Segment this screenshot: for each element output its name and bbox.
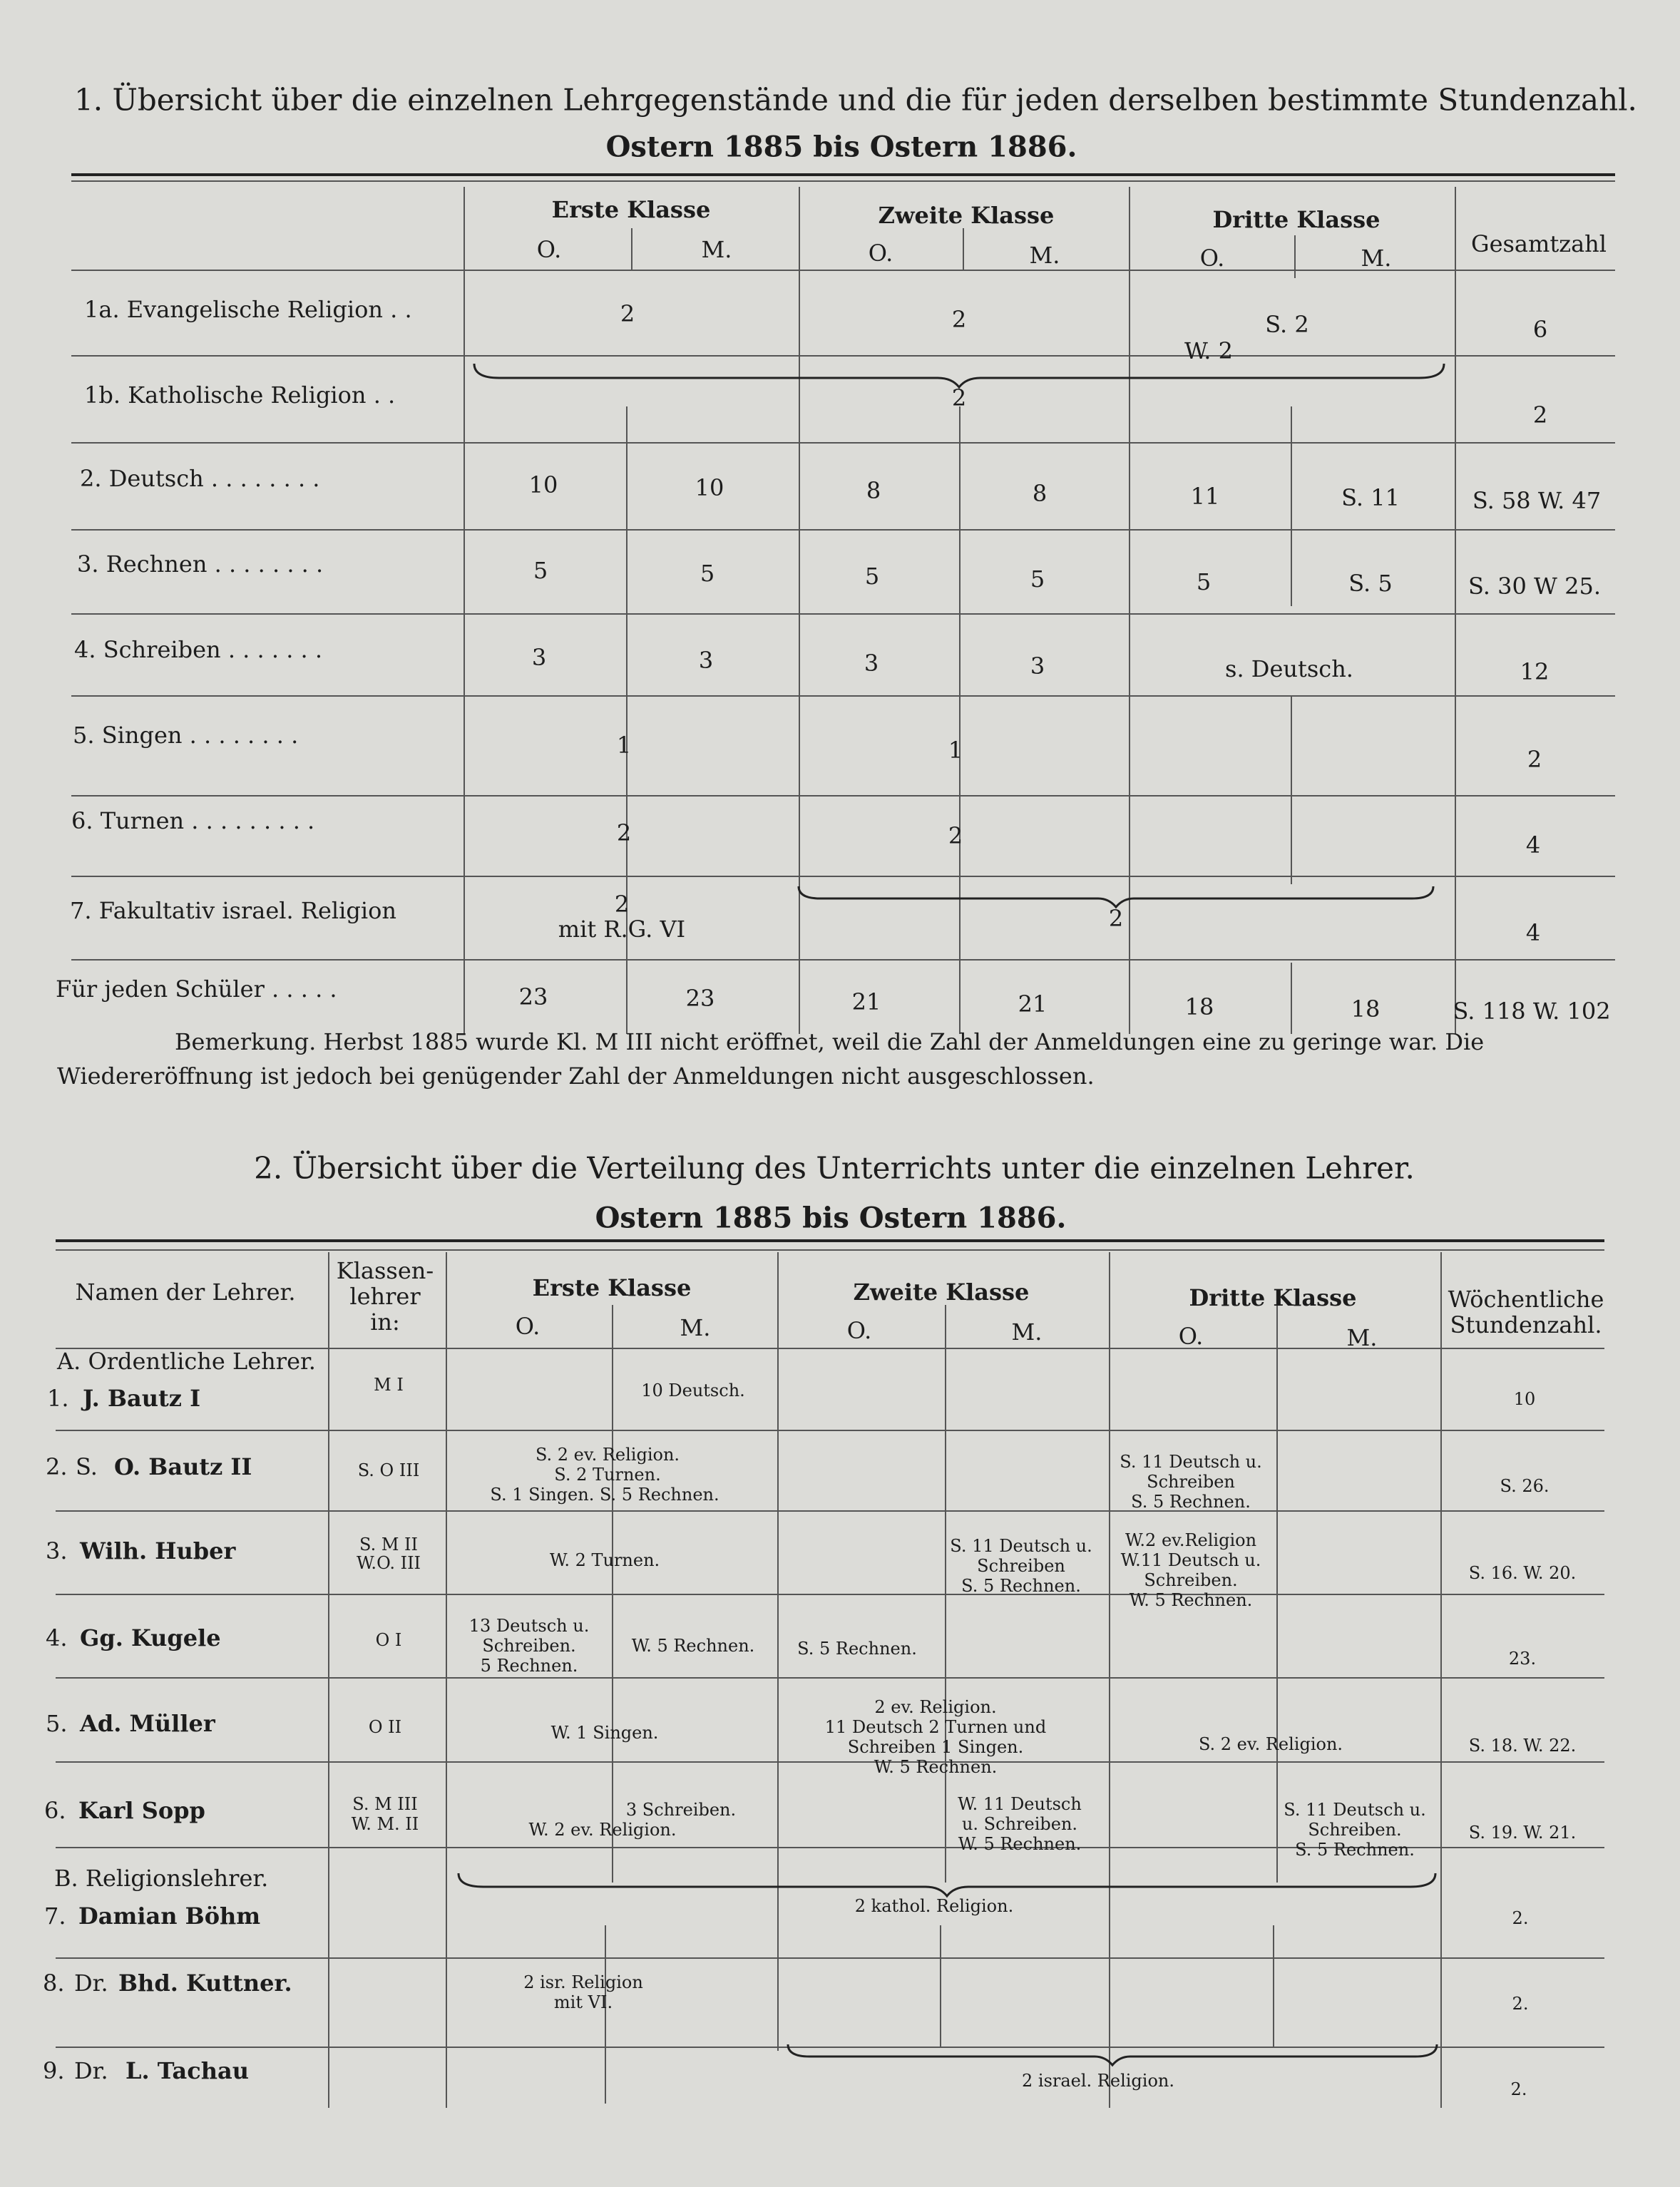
row-line (71, 959, 1615, 961)
header-o: O. (868, 240, 893, 267)
header-o: O. (1178, 1323, 1204, 1350)
assignment-cell: S. 11 Deutsch u. (1120, 1452, 1262, 1472)
row-label: 4. Schreiben . . . . . . . (74, 636, 323, 663)
brace-icon (784, 2041, 1440, 2066)
cell-total: 12 (1520, 658, 1550, 685)
row-line (71, 795, 1615, 797)
row-label: 2. Deutsch . . . . . . . . (80, 465, 320, 492)
assignment-cell: W. 5 Rechnen. (958, 1834, 1082, 1854)
table1-top-rule (71, 173, 1615, 176)
assignment-cell: S. 5 Rechnen. (1295, 1840, 1415, 1860)
header-m: M. (1346, 1324, 1378, 1351)
row-line (71, 613, 1615, 615)
teacher-number: 4. (46, 1624, 68, 1651)
teacher-total: S. 26. (1500, 1476, 1550, 1496)
cell: 3 (531, 644, 547, 671)
teacher-name: Ad. Müller (80, 1710, 215, 1737)
teacher-name: Karl Sopp (78, 1797, 205, 1824)
cell: 10 (528, 471, 558, 498)
klassenlehrer-cell: O II (368, 1717, 402, 1737)
assignment-cell: Schreiben (1147, 1472, 1235, 1492)
assignment-cell: S. 2 ev. Religion. (1198, 1734, 1343, 1754)
cell: 2 (614, 891, 630, 918)
assignment-cell: 13 Deutsch u. (468, 1616, 590, 1636)
header-erste-klasse: Erste Klasse (532, 1274, 692, 1301)
cell-total: 4 (1525, 919, 1541, 946)
klassenlehrer-cell: S. M III (352, 1794, 418, 1814)
cell: S. 5 (1348, 570, 1393, 597)
row-label: 1a. Evangelische Religion . . (84, 296, 412, 323)
assignment-cell: 5 Rechnen. (480, 1656, 578, 1676)
cell: 2 (616, 819, 632, 846)
assignment-cell: S. 11 Deutsch u. (1284, 1800, 1426, 1820)
divider (1291, 406, 1292, 606)
section-a-label: A. Ordentliche Lehrer. (57, 1348, 316, 1375)
teacher-total: 10 (1513, 1389, 1536, 1409)
table1-subtitle: Ostern 1885 bis Ostern 1886. (605, 130, 1077, 164)
row-line (71, 529, 1615, 531)
teacher-total: 2. (1510, 2079, 1527, 2099)
divider (1440, 1252, 1442, 2108)
header-klassenlehrer: in: (370, 1308, 400, 1336)
row-line (56, 1430, 1604, 1431)
klassenlehrer-cell: M I (374, 1375, 404, 1395)
teacher-total: S. 16. W. 20. (1468, 1563, 1577, 1583)
cell: 18 (1184, 993, 1214, 1020)
cell: 8 (1032, 480, 1048, 507)
assignment-cell: Schreiben. (482, 1636, 576, 1656)
assignment-cell: S. 5 Rechnen. (961, 1576, 1081, 1596)
divider (605, 1925, 606, 2104)
divider (1273, 1925, 1274, 2047)
divider (1109, 1252, 1110, 2108)
divider (631, 228, 632, 271)
assignment-cell: W. 2 ev. Religion. (528, 1820, 677, 1840)
assignment-cell: 2 isr. Religion (523, 1972, 643, 1992)
header-gesamtzahl: Gesamtzahl (1471, 230, 1607, 257)
cell: 23 (685, 985, 715, 1012)
assignment-cell: 3 Schreiben. (625, 1800, 737, 1820)
teacher-prefix: Dr. (74, 1970, 108, 1997)
teacher-total: 23. (1508, 1649, 1537, 1669)
row-label: 1b. Katholische Religion . . (84, 381, 396, 409)
cell: 8 (866, 477, 881, 504)
teacher-name: L. Tachau (126, 2057, 250, 2084)
table1-title: 1. Übersicht über die einzelnen Lehrgegenstände und die für jeden derselben bestimmte Stundenzahl. (74, 82, 1637, 118)
assignment-cell: u. Schreiben. (961, 1814, 1078, 1834)
table2-subtitle: Ostern 1885 bis Ostern 1886. (595, 1201, 1067, 1235)
section-b-label: B. Religionslehrer. (54, 1865, 269, 1892)
divider (446, 1252, 447, 2108)
header-zweite-klasse: Zweite Klasse (878, 202, 1055, 229)
cell: 2 (951, 306, 967, 333)
assignment-cell: W.11 Deutsch u. (1120, 1550, 1261, 1570)
teacher-number: 2. (46, 1453, 68, 1480)
cell: 5 (864, 563, 880, 590)
table2-top-rule (56, 1239, 1604, 1242)
header-m: M. (1011, 1318, 1043, 1346)
teacher-name: Gg. Kugele (80, 1624, 221, 1651)
divider (963, 228, 964, 271)
assignment-cell: Schreiben. (1144, 1570, 1238, 1590)
cell: 10 (695, 474, 724, 501)
teacher-name: Damian Böhm (78, 1902, 261, 1930)
assignment-cell: S. 1 Singen. S. 5 Rechnen. (490, 1485, 719, 1505)
header-o: O. (515, 1313, 541, 1340)
divider (328, 1252, 329, 2108)
assignment-cell: 2 kathol. Religion. (854, 1896, 1014, 1916)
cell: 5 (700, 560, 715, 587)
row-line (71, 695, 1615, 697)
row-line (71, 876, 1615, 877)
assignment-cell: 11 Deutsch 2 Turnen und (824, 1717, 1047, 1737)
cell: 3 (864, 650, 879, 677)
row-line (56, 1957, 1604, 1959)
teacher-name: Wilh. Huber (80, 1537, 236, 1564)
assignment-cell: S. 2 Turnen. (554, 1465, 661, 1485)
assignment-cell: 2 ev. Religion. (874, 1697, 997, 1717)
assignment-cell: S. 2 ev. Religion. (535, 1445, 680, 1465)
cell: 1 (616, 732, 632, 759)
row-label: 3. Rechnen . . . . . . . . (77, 550, 324, 578)
klassenlehrer-cell: W. M. II (351, 1814, 419, 1834)
row-label: 7. Fakultativ israel. Religion (70, 897, 396, 924)
assignment-cell: W. 5 Rechnen. (1129, 1590, 1253, 1610)
assignment-cell: Schreiben. (1308, 1820, 1402, 1840)
cell: S. 2 (1265, 311, 1309, 338)
assignment-cell: Schreiben 1 Singen. (847, 1737, 1024, 1757)
cell: 5 (533, 557, 548, 584)
cell: 3 (698, 647, 714, 674)
divider (1294, 235, 1296, 278)
assignment-cell: mit VI. (553, 1992, 613, 2012)
teacher-number: 9. (43, 2057, 65, 2084)
klassenlehrer-cell: S. M II (359, 1535, 419, 1555)
table2-top-rule-thin (56, 1249, 1604, 1251)
teacher-total: S. 18. W. 22. (1468, 1736, 1577, 1756)
assignment-cell: S. 11 Deutsch u. (950, 1536, 1092, 1556)
row-line (56, 1510, 1604, 1512)
divider (1455, 187, 1456, 1034)
teacher-number: 7. (44, 1902, 66, 1930)
header-klassenlehrer: Klassen- (336, 1257, 434, 1284)
row-line (56, 1594, 1604, 1595)
header-m: M. (1361, 245, 1392, 272)
assignment-cell: S. 5 Rechnen. (1131, 1492, 1251, 1512)
cell-total: S. 30 W 25. (1468, 573, 1601, 600)
table2-title: 2. Übersicht über die Verteilung des Unterrichts unter die einzelnen Lehrer. (254, 1150, 1415, 1186)
cell: 21 (1018, 990, 1048, 1018)
row-line (71, 442, 1615, 444)
header-klassenlehrer: lehrer (349, 1283, 421, 1310)
row-label: 6. Turnen . . . . . . . . . (71, 807, 315, 834)
assignment-cell: W. 5 Rechnen. (874, 1757, 998, 1777)
cell-total: 4 (1525, 831, 1541, 859)
row-label: 5. Singen . . . . . . . . (73, 722, 299, 749)
cell: S. 11 (1341, 484, 1400, 511)
cell: 5 (1196, 568, 1212, 595)
cell-note: mit R.G. VI (558, 916, 686, 943)
teacher-name: O. Bautz II (114, 1453, 252, 1480)
teacher-total: 2. (1512, 1908, 1529, 1928)
teacher-number: 8. (43, 1970, 65, 1997)
row-line (56, 1761, 1604, 1763)
header-stundenzahl: Stundenzahl. (1450, 1311, 1602, 1338)
teacher-prefix: Dr. (74, 2057, 108, 2084)
row-line (71, 355, 1615, 357)
teacher-number: 6. (44, 1797, 66, 1824)
table1-top-rule-thin (71, 180, 1615, 182)
cell: 2 (948, 822, 963, 849)
header-m: M. (680, 1314, 711, 1341)
teacher-prefix: S. (76, 1453, 98, 1480)
cell: 23 (518, 983, 548, 1010)
teacher-number: 3. (46, 1537, 68, 1564)
assignment-cell: W. 11 Deutsch (958, 1794, 1082, 1814)
header-woechentliche: Wöchentliche (1448, 1286, 1604, 1313)
cell: s. Deutsch. (1225, 655, 1353, 682)
header-erste-klasse: Erste Klasse (551, 196, 711, 223)
cell: W. 2 (1184, 337, 1233, 364)
row-line (56, 1677, 1604, 1679)
divider (959, 406, 961, 1034)
klassenlehrer-cell: W.O. III (356, 1553, 421, 1573)
teacher-total: S. 19. W. 21. (1468, 1823, 1577, 1843)
klassenlehrer-cell: O I (375, 1630, 402, 1650)
teacher-name: J. Bautz I (83, 1385, 201, 1412)
header-dritte-klasse: Dritte Klasse (1212, 206, 1381, 233)
assignment-cell: W. 1 Singen. (550, 1723, 659, 1743)
cell-total: 6 (1532, 316, 1548, 343)
cell: 5 (1030, 565, 1045, 593)
remark-line-2: Wiedereröffnung ist jedoch bei genügender Zahl der Anmeldungen nicht ausgeschlossen. (57, 1062, 1095, 1090)
cell: 21 (851, 988, 881, 1015)
teacher-name: Bhd. Kuttner. (118, 1970, 292, 1997)
assignment-cell: W.2 ev.Religion (1125, 1530, 1257, 1550)
header-namen: Namen der Lehrer. (75, 1279, 296, 1306)
header-m: M. (1029, 242, 1060, 269)
row-label: Für jeden Schüler . . . . . (56, 975, 337, 1003)
klassenlehrer-cell: S. O III (357, 1460, 420, 1480)
assignment-cell: 2 israel. Religion. (1021, 2071, 1175, 2091)
divider (463, 187, 465, 1034)
header-o: O. (536, 236, 562, 263)
assignment-cell: W. 5 Rechnen. (631, 1636, 755, 1656)
assignment-cell: S. 5 Rechnen. (797, 1639, 917, 1659)
assignment-cell: Schreiben (977, 1556, 1065, 1576)
cell-total: 2 (1527, 746, 1542, 773)
cell-total: 2 (1532, 401, 1548, 429)
brace-icon (455, 1870, 1439, 1898)
teacher-number: 1. (47, 1385, 69, 1412)
divider (777, 1252, 779, 2051)
cell: 2 (951, 384, 967, 411)
teacher-number: 5. (46, 1710, 68, 1737)
cell-total: S. 58 W. 47 (1472, 487, 1602, 514)
divider (940, 1925, 941, 2047)
header-o: O. (846, 1317, 872, 1344)
cell: 1 (948, 737, 963, 764)
cell-total: S. 118 W. 102 (1453, 998, 1611, 1025)
assignment-cell: 10 Deutsch. (641, 1381, 745, 1400)
cell: 18 (1351, 995, 1381, 1023)
divider (1291, 695, 1292, 884)
header-dritte-klasse: Dritte Klasse (1189, 1284, 1357, 1311)
header-zweite-klasse: Zweite Klasse (853, 1279, 1030, 1306)
divider (1291, 963, 1292, 1034)
cell: 3 (1030, 652, 1045, 680)
cell: 11 (1190, 483, 1220, 510)
remark-line-1: Bemerkung. Herbst 1885 wurde Kl. M III nicht eröffnet, weil die Zahl der Anmeldungen eine zu geringe war. Die (175, 1028, 1485, 1055)
header-m: M. (701, 236, 732, 263)
teacher-total: 2. (1512, 1994, 1529, 2014)
cell: 2 (620, 300, 635, 327)
assignment-cell: W. 2 Turnen. (549, 1550, 660, 1570)
header-o: O. (1199, 245, 1225, 272)
cell: 2 (1108, 905, 1124, 932)
